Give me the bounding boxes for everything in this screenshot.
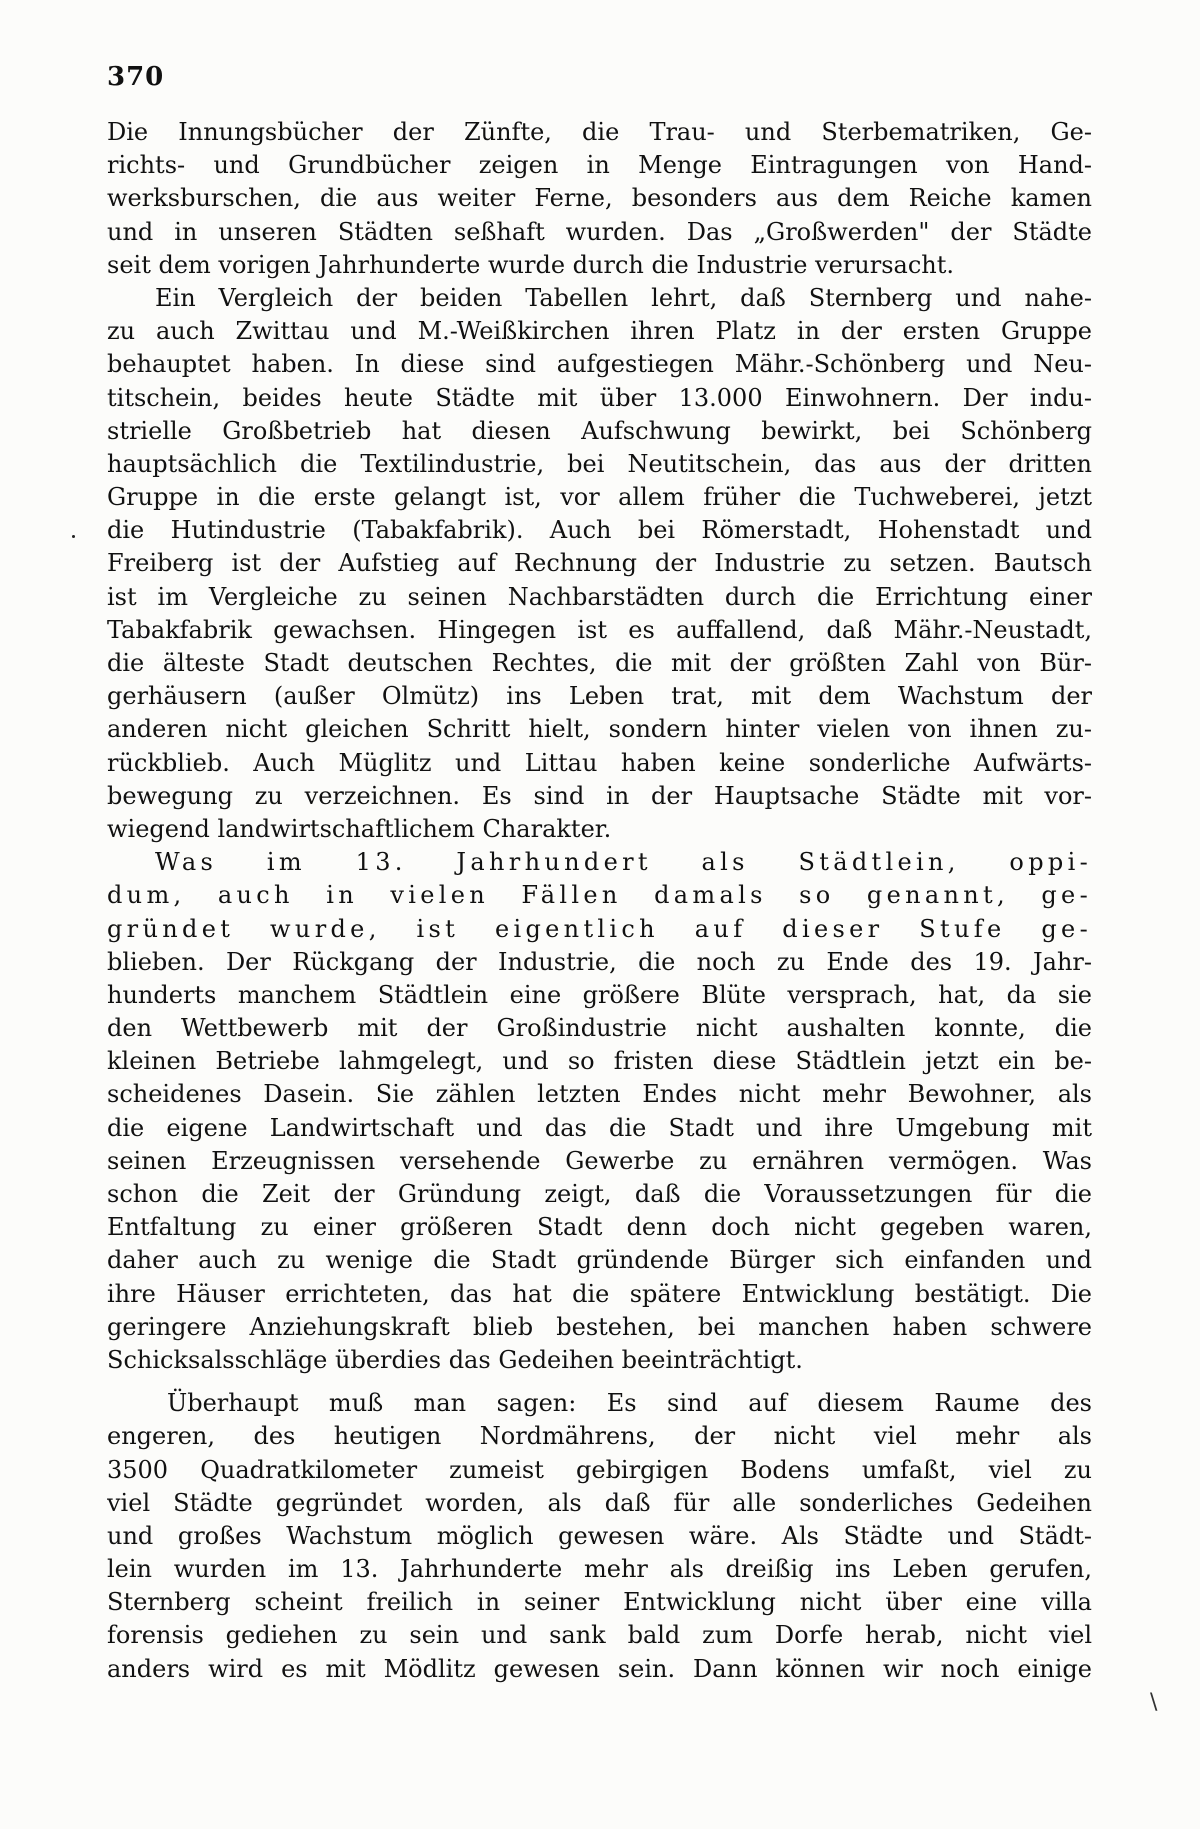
text-line: bewegung zu verzeichnen. Es sind in der Hauptsache Städte mit vor-: [107, 781, 1092, 810]
text-line: scheidenes Dasein. Sie zählen letzten Endes nicht mehr Bewohner, als: [107, 1080, 1092, 1109]
text-line: anderen nicht gleichen Schritt hielt, sondern hinter vielen von ihnen zu-: [107, 715, 1092, 744]
text-line: Schicksalsschläge überdies das Gedeihen beeinträchtigt.: [107, 1345, 803, 1374]
scan-speck: [72, 535, 75, 538]
text-line: die älteste Stadt deutschen Rechtes, die mit der größten Zahl von Bür-: [107, 649, 1092, 677]
text-line: werksburschen, die aus weiter Ferne, besonders aus dem Reiche kamen: [107, 184, 1092, 213]
text-line: seinen Erzeugnissen versehende Gewerbe zu ernähren vermögen. Was: [107, 1146, 1092, 1175]
text-line: schon die Zeit der Gründung zeigt, daß die Voraussetzungen für die: [107, 1180, 1092, 1208]
text-line: titschein, beides heute Städte mit über 13.000 Einwohnern. Der indu-: [107, 383, 1092, 412]
text-line: gerhäusern (außer Olmütz) ins Leben trat, mit dem Wachstum der: [107, 682, 1092, 711]
text-line: blieben. Der Rückgang der Industrie, die noch zu Ende des 19. Jahr-: [107, 947, 1092, 976]
text-line: richts- und Grundbücher zeigen in Menge Eintragungen von Hand-: [107, 151, 1092, 180]
text-line: rückblieb. Auch Müglitz und Littau haben keine sonderliche Aufwärts-: [107, 748, 1092, 777]
body-text: [107, 116, 1092, 1686]
text-line: hauptsächlich die Textilindustrie, bei Neutitschein, das aus der dritten: [107, 449, 1092, 478]
text-line: Sternberg scheint freilich in seiner Entwicklung nicht über eine villa: [107, 1588, 1092, 1617]
text-line: die Hutindustrie (Tabakfabrik). Auch bei Römerstadt, Hohenstadt und: [107, 516, 1092, 545]
text-line: zu auch Zwittau und M.-Weißkirchen ihren Platz in der ersten Gruppe: [107, 317, 1092, 346]
text-line: Überhaupt muß man sagen: Es sind auf diesem Raume des: [167, 1389, 1092, 1418]
text-line: Ein Vergleich der beiden Tabellen lehrt, daß Sternberg und nahe-: [155, 283, 1092, 312]
text-line: seit dem vorigen Jahrhunderte wurde durch die Industrie verursacht.: [107, 250, 954, 279]
scan-mark: \: [1150, 1690, 1158, 1715]
text-line: strielle Großbetrieb hat diesen Aufschwung bewirkt, bei Schönberg: [107, 416, 1092, 445]
text-line: und in unseren Städten seßhaft wurden. Das „Großwerden" der Städte: [107, 217, 1092, 246]
text-line: daher auch zu wenige die Stadt gründende Bürger sich einfanden und: [107, 1246, 1092, 1275]
text-line: Freiberg ist der Aufstieg auf Rechnung der Industrie zu setzen. Bautsch: [107, 549, 1092, 578]
text-line: die eigene Landwirtschaft und das die Stadt und ihre Umgebung mit: [107, 1113, 1092, 1142]
text-line: gründet wurde, ist eigentlich auf dieser Stufe ge-: [107, 914, 1092, 943]
text-line: anders wird es mit Mödlitz gewesen sein. Dann können wir noch einige: [107, 1654, 1092, 1683]
text-line: behauptet haben. In diese sind aufgestiegen Mähr.-Schönberg und Neu-: [107, 350, 1092, 379]
text-line: und großes Wachstum möglich gewesen wäre. Als Städte und Städt-: [107, 1521, 1092, 1550]
paragraph-2: [107, 282, 1092, 846]
text-line: hunderts manchem Städtlein eine größere Blüte versprach, hat, da sie: [107, 980, 1092, 1009]
text-line: geringere Anziehungskraft blieb bestehen, bei manchen haben schwere: [107, 1312, 1092, 1341]
text-line: ihre Häuser errichteten, das hat die spätere Entwicklung bestätigt. Die: [107, 1279, 1092, 1308]
paragraph-1: [107, 116, 1092, 282]
paragraph-3: [107, 846, 1092, 1377]
text-line: Was im 13. Jahrhundert als Städtlein, oppi-: [155, 848, 1092, 877]
text-line: kleinen Betriebe lahmgelegt, und so fristen diese Städtlein jetzt ein be-: [107, 1047, 1092, 1076]
text-line: Tabakfabrik gewachsen. Hingegen ist es auffallend, daß Mähr.-Neustadt,: [107, 615, 1092, 644]
text-line: viel Städte gegründet worden, als daß für alle sonderliches Gedeihen: [107, 1488, 1092, 1517]
text-line: wiegend landwirtschaftlichem Charakter.: [107, 814, 612, 843]
text-line: Entfaltung zu einer größeren Stadt denn doch nicht gegeben waren,: [107, 1213, 1092, 1242]
text-line: engeren, des heutigen Nordmährens, der nicht viel mehr als: [107, 1422, 1092, 1451]
text-line: forensis gediehen zu sein und sank bald zum Dorfe herab, nicht viel: [107, 1621, 1092, 1650]
text-line: Gruppe in die erste gelangt ist, vor allem früher die Tuchweberei, jetzt: [107, 483, 1092, 512]
text-line: den Wettbewerb mit der Großindustrie nicht aushalten konnte, die: [107, 1014, 1092, 1043]
text-line: 3500 Quadratkilometer zumeist gebirgigen Bodens umfaßt, viel zu: [107, 1455, 1092, 1484]
paragraph-4: [107, 1387, 1092, 1686]
text-line: Die Innungsbücher der Zünfte, die Trau- und Sterbematriken, Ge-: [107, 118, 1092, 146]
text-line: ist im Vergleiche zu seinen Nachbarstädten durch die Errichtung einer: [107, 582, 1092, 611]
text-line: lein wurden im 13. Jahrhunderte mehr als dreißig ins Leben gerufen,: [107, 1555, 1092, 1584]
page-number: 370: [107, 62, 165, 92]
text-line: dum, auch in vielen Fällen damals so genannt, ge-: [107, 881, 1092, 910]
